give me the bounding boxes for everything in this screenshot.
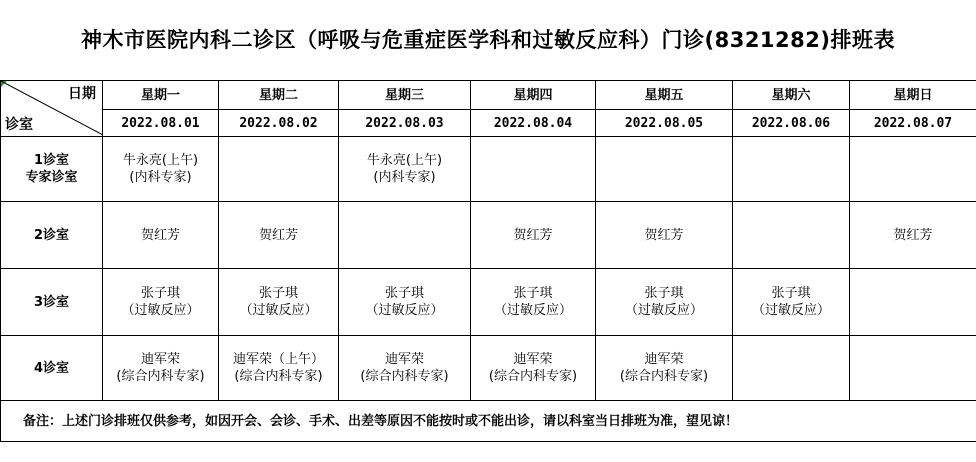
- room-name: 1诊室: [33, 153, 70, 168]
- schedule-cell: [471, 137, 596, 202]
- page-title: 神木市医院内科二诊区（呼吸与危重症医学科和过敏反应科）门诊(8321282)排班表: [81, 28, 895, 52]
- schedule-cell: [733, 202, 850, 269]
- schedule-cell: [733, 269, 850, 336]
- table-row: [1, 137, 976, 202]
- doctor-name: 张子琪: [513, 286, 553, 301]
- schedule-cell: [596, 336, 733, 401]
- doctor-name: 贺红芳: [513, 227, 553, 243]
- doctor-specialty: （过敏反应）: [365, 303, 444, 318]
- day-header: 星期三: [339, 81, 471, 110]
- doctor-name: 贺红芳: [893, 227, 933, 243]
- room-label: [1, 202, 103, 269]
- schedule-cell: [596, 137, 733, 202]
- date-header: 2022.08.05: [596, 110, 733, 137]
- doctor-name: 迪军荣: [513, 352, 553, 367]
- doctor-specialty: （过敏反应）: [624, 303, 703, 318]
- room-name: 4诊室: [33, 360, 70, 376]
- header-day-row: [1, 81, 976, 110]
- doctor-specialty: (综合内科专家): [488, 369, 578, 384]
- day-header: 星期四: [471, 81, 596, 110]
- day-header: 星期日: [850, 81, 976, 110]
- table-row: [1, 336, 976, 401]
- doctor-specialty: (综合内科专家): [234, 369, 323, 384]
- room-subtitle: 专家诊室: [25, 170, 78, 185]
- date-header: 2022.08.01: [103, 110, 219, 137]
- footnote: 备注：上述门诊排班仅供参考，如因开会、会诊、手术、出差等原因不能按时或不能出诊，请以科室当日排班为准，望见谅！: [1, 401, 976, 442]
- schedule-cell: [219, 137, 339, 202]
- date-header: 2022.08.02: [219, 110, 339, 137]
- room-label: [1, 336, 103, 401]
- doctor-specialty: (内科专家): [373, 170, 436, 185]
- schedule-cell: [596, 269, 733, 336]
- day-header: 星期二: [219, 81, 339, 110]
- schedule-cell: [339, 202, 471, 269]
- doctor-specialty: (综合内科专家): [360, 369, 449, 384]
- header-corner-cell: [1, 81, 103, 137]
- doctor-specialty: (综合内科专家): [619, 369, 709, 384]
- header-date-row: [1, 110, 976, 137]
- doctor-specialty: （过敏反应）: [493, 303, 572, 318]
- doctor-name: 迪军荣: [140, 352, 180, 367]
- schedule-cell: [339, 336, 471, 401]
- date-header: 2022.08.04: [471, 110, 596, 137]
- day-header: 星期一: [103, 81, 219, 110]
- doctor-specialty: （过敏反应）: [751, 303, 830, 318]
- room-label: [1, 137, 103, 202]
- doctor-name: 张子琪: [771, 286, 811, 301]
- schedule-cell: [103, 269, 219, 336]
- schedule-cell: [219, 336, 339, 401]
- doctor-name: 贺红芳: [140, 227, 180, 243]
- date-header: 2022.08.07: [850, 110, 976, 137]
- doctor-name: 迪军荣（上午）: [232, 352, 324, 367]
- doctor-name: 张子琪: [140, 286, 180, 301]
- schedule-cell: [850, 336, 976, 401]
- room-name: 3诊室: [33, 294, 70, 310]
- doctor-name: 迪军荣: [644, 352, 684, 367]
- day-header: 星期六: [733, 81, 850, 110]
- schedule-cell: [850, 269, 976, 336]
- schedule-cell: [103, 336, 219, 401]
- doctor-specialty: (综合内科专家): [116, 369, 205, 384]
- corner-room-label: 诊室: [5, 117, 33, 133]
- doctor-name: 迪军荣: [384, 352, 424, 367]
- doctor-name: 牛永亮(上午): [122, 153, 199, 168]
- schedule-cell: [850, 137, 976, 202]
- schedule-cell: [471, 202, 596, 269]
- schedule-cell: [219, 202, 339, 269]
- table-row: [1, 202, 976, 269]
- doctor-specialty: (内科专家): [129, 170, 192, 185]
- schedule-cell: [219, 269, 339, 336]
- schedule-cell: [596, 202, 733, 269]
- table-row: [1, 269, 976, 336]
- schedule-cell: [471, 336, 596, 401]
- schedule-cell: [733, 336, 850, 401]
- schedule-cell: [339, 269, 471, 336]
- doctor-specialty: （过敏反应）: [121, 303, 200, 318]
- date-header: 2022.08.06: [733, 110, 850, 137]
- day-header: 星期五: [596, 81, 733, 110]
- schedule-cell: [103, 202, 219, 269]
- schedule-cell: [733, 137, 850, 202]
- corner-date-label: 日期: [68, 86, 96, 102]
- doctor-specialty: （过敏反应）: [239, 303, 318, 318]
- room-name: 2诊室: [33, 227, 70, 243]
- schedule-table: [0, 80, 976, 442]
- doctor-name: 贺红芳: [258, 227, 298, 243]
- doctor-name: 张子琪: [258, 286, 298, 301]
- date-header: 2022.08.03: [339, 110, 471, 137]
- doctor-name: 牛永亮(上午): [366, 153, 443, 168]
- schedule-cell: [339, 137, 471, 202]
- room-label: [1, 269, 103, 336]
- schedule-cell: [103, 137, 219, 202]
- doctor-name: 张子琪: [384, 286, 424, 301]
- note-row: [1, 401, 976, 442]
- doctor-name: 张子琪: [644, 286, 684, 301]
- schedule-cell: [471, 269, 596, 336]
- doctor-name: 贺红芳: [644, 227, 684, 243]
- schedule-cell: [850, 202, 976, 269]
